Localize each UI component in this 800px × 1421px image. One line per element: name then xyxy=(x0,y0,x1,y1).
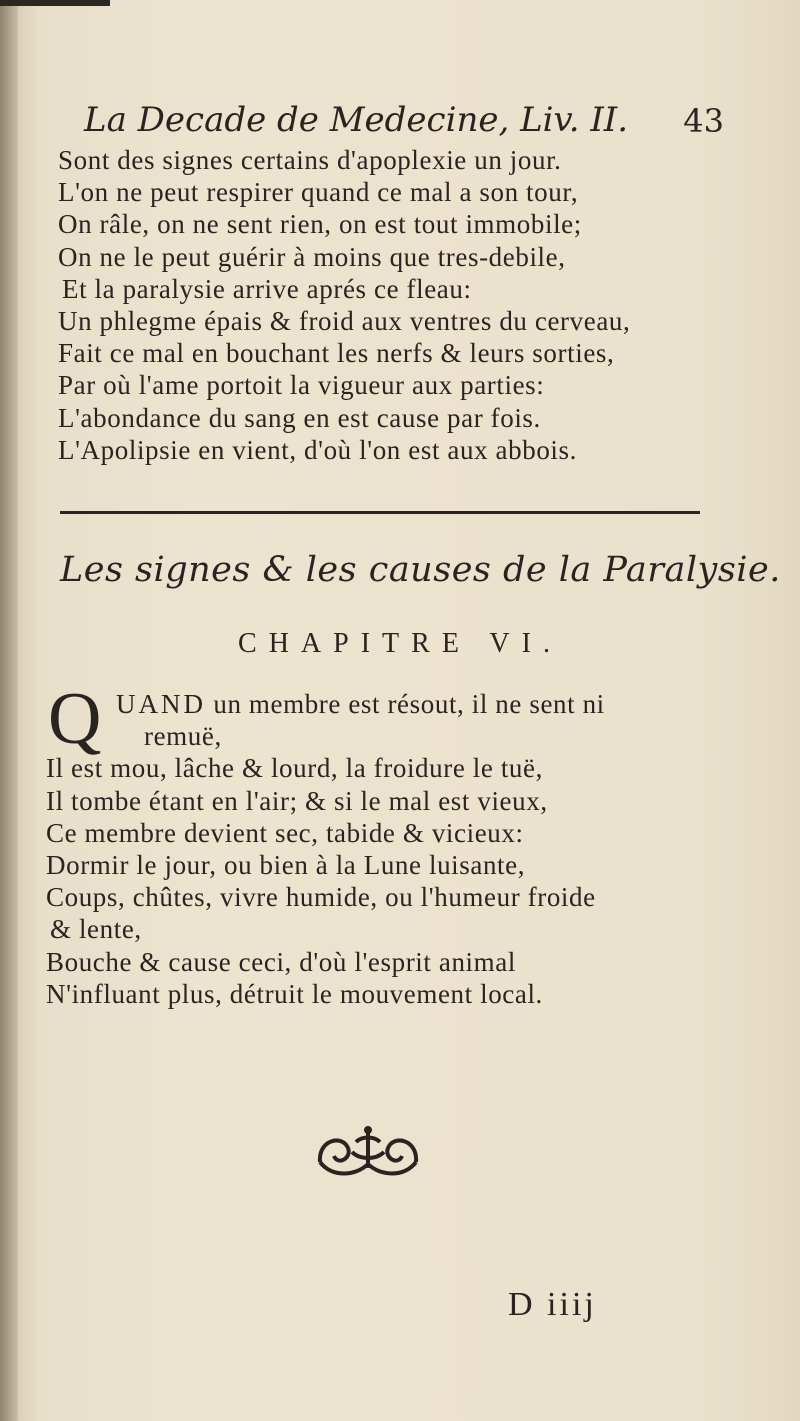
verse-line-continuation: & lente, xyxy=(50,914,142,945)
verse-line: L'Apolipsie en vient, d'où l'on est aux abbois. xyxy=(58,434,577,465)
verse-line: Bouche & cause ceci, d'où l'esprit animal xyxy=(46,946,516,977)
verse-line: Il est mou, lâche & lourd, la froidure le tuë, xyxy=(46,753,543,784)
drop-cap: Q xyxy=(48,678,102,760)
verse-line: Un phlegme épais & froid aux ventres du cerveau, xyxy=(58,306,631,337)
verse-line: Fait ce mal en bouchant les nerfs & leurs sorties, xyxy=(58,338,615,369)
verse-line: On râle, on ne sent rien, on est tout immobile; xyxy=(58,209,582,240)
verse-line: Coups, chûtes, vivre humide, ou l'humeur froide xyxy=(46,882,596,913)
verse-line: Et la paralysie arrive aprés ce fleau: xyxy=(62,273,472,304)
chapter-body xyxy=(46,678,746,1010)
verse-line: N'influant plus, détruit le mouvement local. xyxy=(46,978,543,1009)
running-header xyxy=(84,100,724,148)
section-divider xyxy=(60,511,700,514)
running-title: La Decade de Medecine, Liv. II. xyxy=(84,100,629,140)
chapter-title: Les signes & les causes de la Paralysie. xyxy=(60,550,781,590)
verse-line: Ce membre devient sec, tabide & vicieux: xyxy=(46,817,524,848)
verse-line: Par où l'ame portoit la vigueur aux parties: xyxy=(58,370,545,401)
verse-line: Il tombe étant en l'air; & si le mal est vieux, xyxy=(46,785,548,816)
verse-line: L'on ne peut respirer quand ce mal a son tour, xyxy=(58,177,579,208)
verse-line: On ne le peut guérir à moins que tres-debile, xyxy=(58,241,566,272)
verse-line xyxy=(46,688,746,720)
verse-line: Sont des signes certains d'apoplexie un jour. xyxy=(58,145,562,175)
signature-mark: D iiij xyxy=(508,1286,597,1323)
verse-line: Dormir le jour, ou bien à la Lune luisante, xyxy=(46,850,526,881)
verse-line-continuation: remuë, xyxy=(144,721,222,752)
page-number: 43 xyxy=(683,102,724,140)
printers-ornament-icon xyxy=(312,1122,424,1184)
verse-block-top xyxy=(58,144,738,466)
first-line-text: un membre est résout, il ne sent ni xyxy=(213,689,605,719)
page-edge xyxy=(0,0,110,6)
book-spine xyxy=(0,0,18,1421)
verse-line: L'abondance du sang en est cause par fois. xyxy=(58,402,541,433)
first-word: UAND xyxy=(116,689,206,719)
chapter-number: CHAPITRE VI. xyxy=(238,628,562,659)
